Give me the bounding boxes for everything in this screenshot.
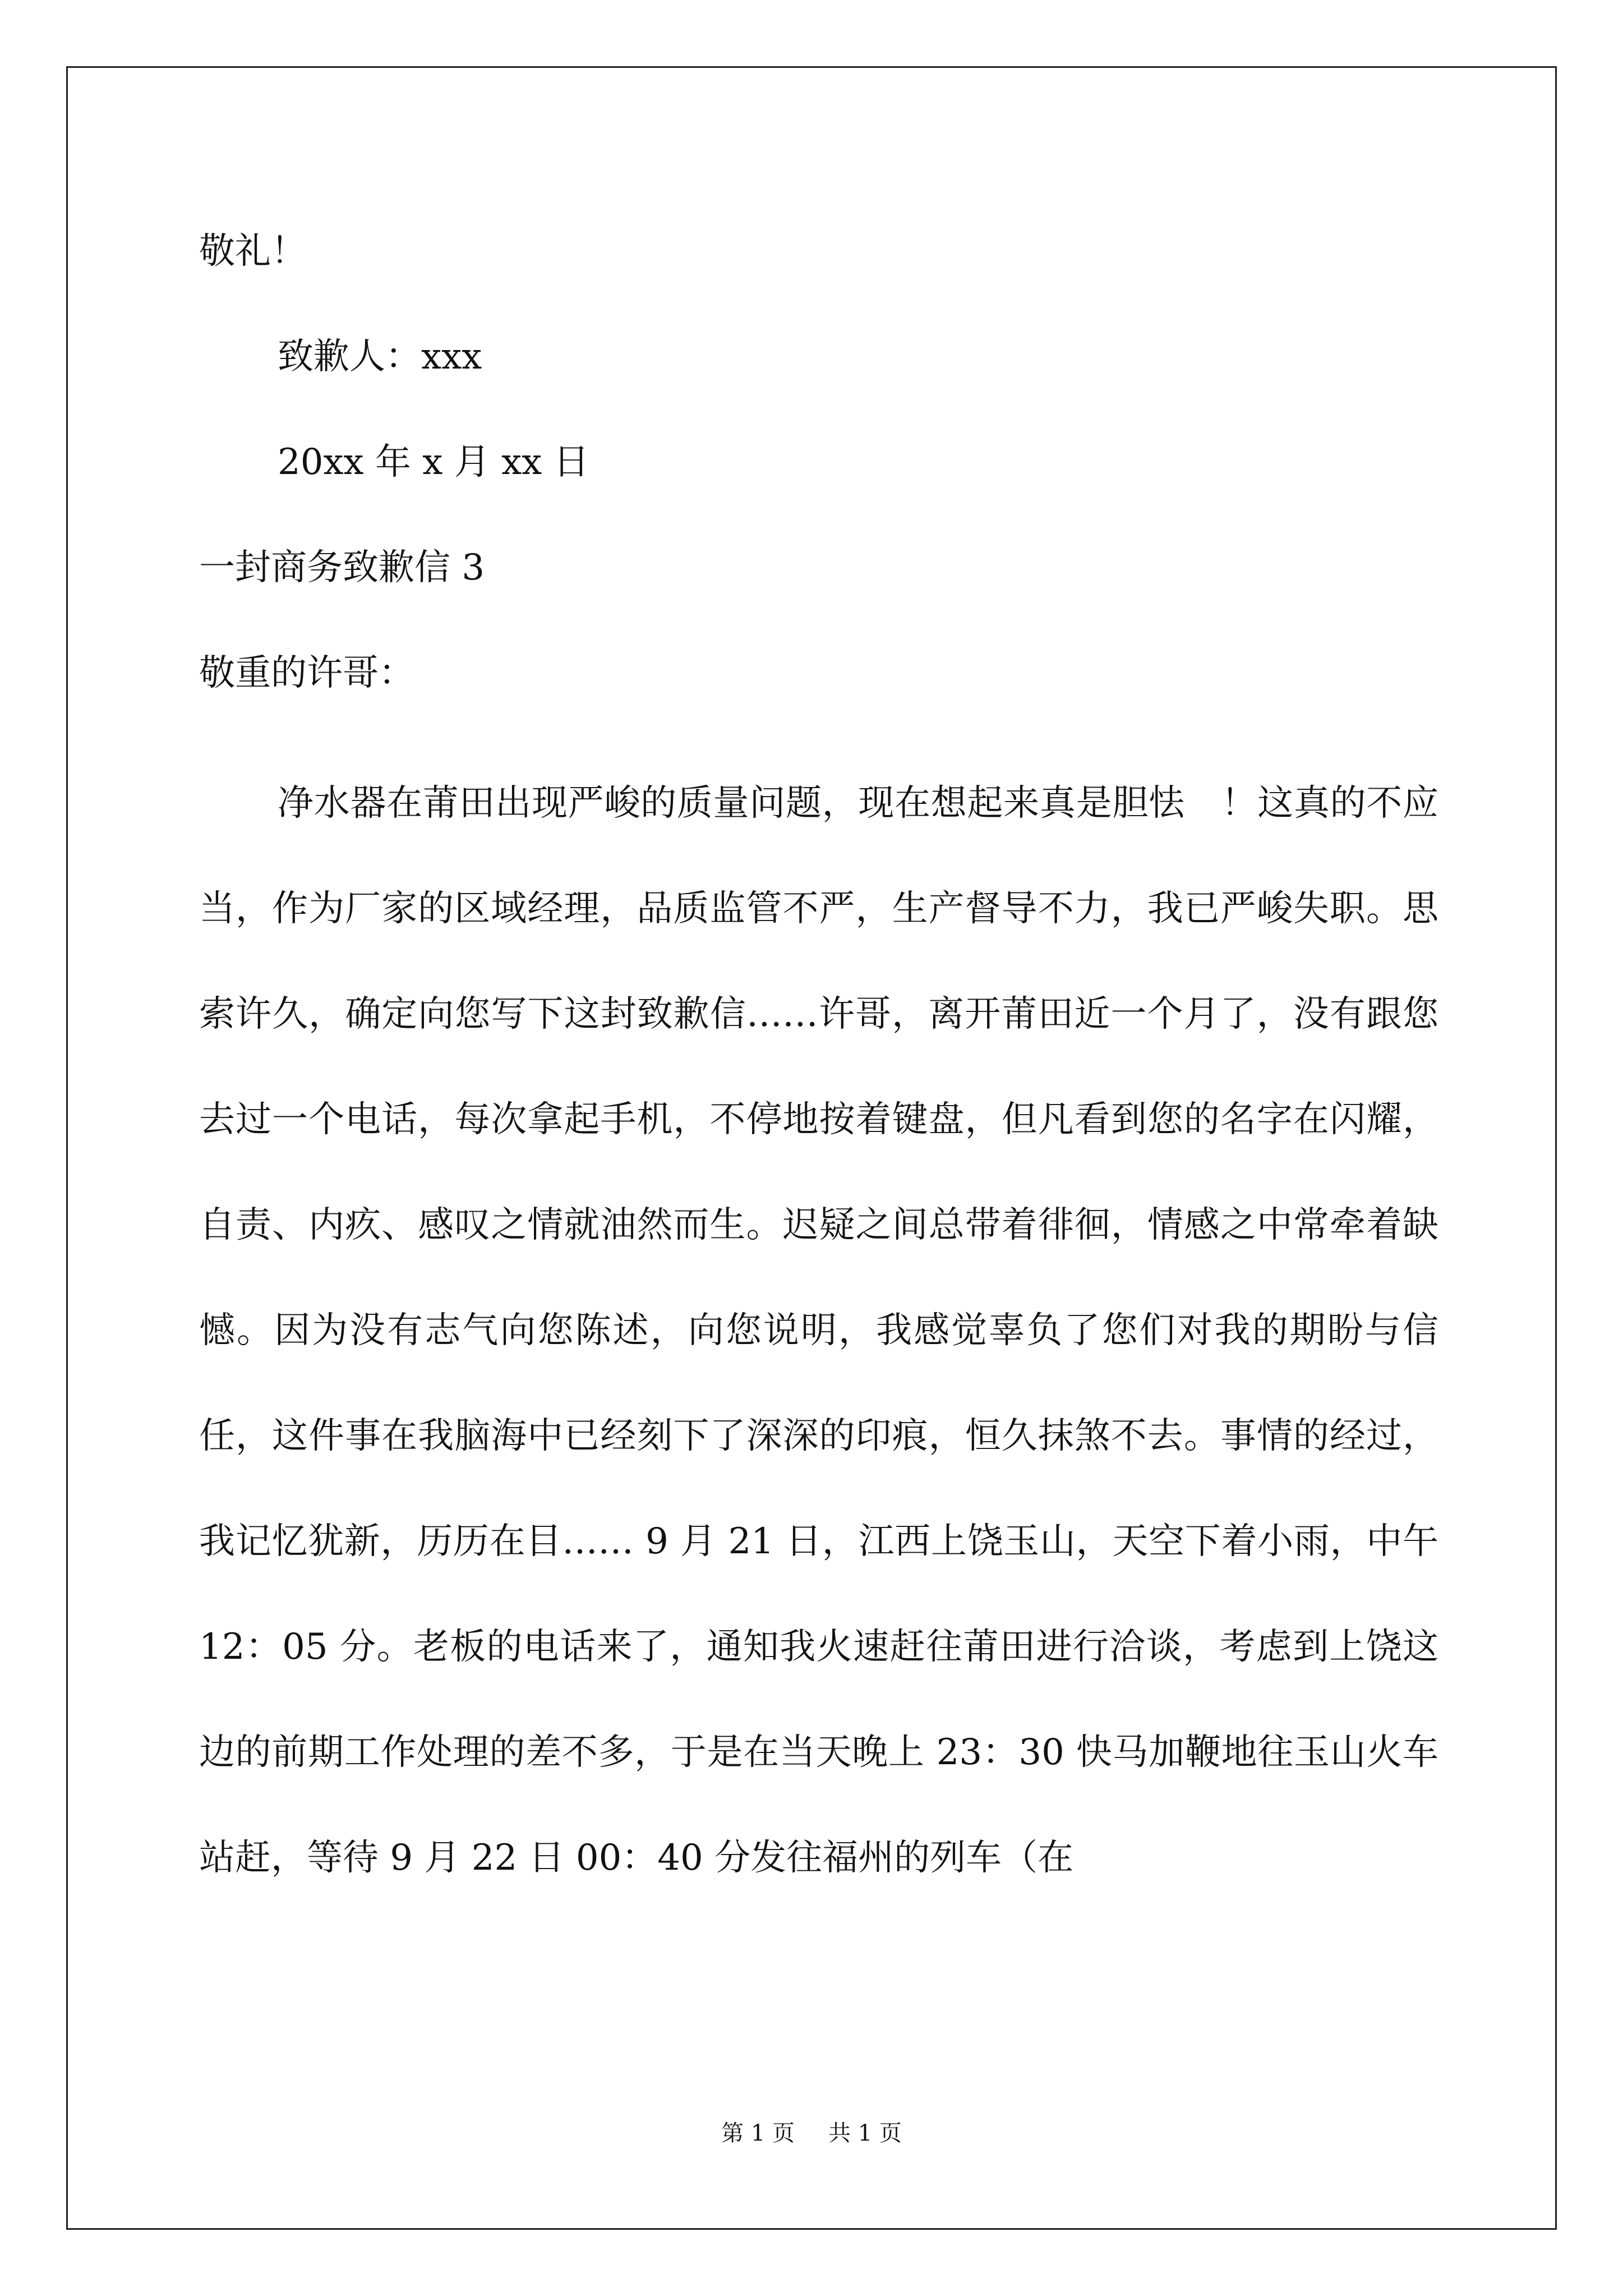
- signer-line: 致歉人：xxx: [278, 336, 482, 378]
- page-footer: [0, 2119, 1623, 2147]
- letter-body: 净水器在莆田出现严峻的质量问题，现在想起来真是胆怯 ！这真的不应当，作为厂家的区域经理，品质监管不严，生产督导不力，我已严峻失职。思索许久，确定向您写下这封致歉信……许哥，离开莆田近一个月了，没有跟您去过一个电话，每次拿起手机，不停地按着键盘，但凡看到您的名字在闪耀，自责、内疚、感叹之情就油然而生。迟疑之间总带着徘徊，情感之中常牵着缺憾。因为没有志气向您陈述，向您说明，我感觉辜负了您们对我的期盼与信任，这件事在我脑海中已经刻下了深深的印痕，恒久抹煞不去。事情的经过，我记忆犹新，历历在目…… 9 月 21 日，江西上饶玉山，天空下着小雨，中午 12：05 分。老板的电话来了，通知我火速赶往莆田进行洽谈，考虑到上饶这边的前期工作处理的差不多，于是在当天晚上 23：30 快马加鞭地往玉山火车站赶，等待 9 月 22 日 00：40 分发往福州的列车（在: [199, 783, 1438, 1879]
- date-line: 20xx 年 x 月 xx 日: [278, 441, 589, 483]
- letter-greeting: 敬重的许哥：: [199, 652, 414, 694]
- page-total: 共 1 页: [828, 2120, 902, 2146]
- letter-title: 一封商务致歉信 3: [199, 547, 485, 588]
- page-number: 第 1 页: [721, 2120, 795, 2146]
- closing-salutation: 敬礼！: [199, 231, 307, 272]
